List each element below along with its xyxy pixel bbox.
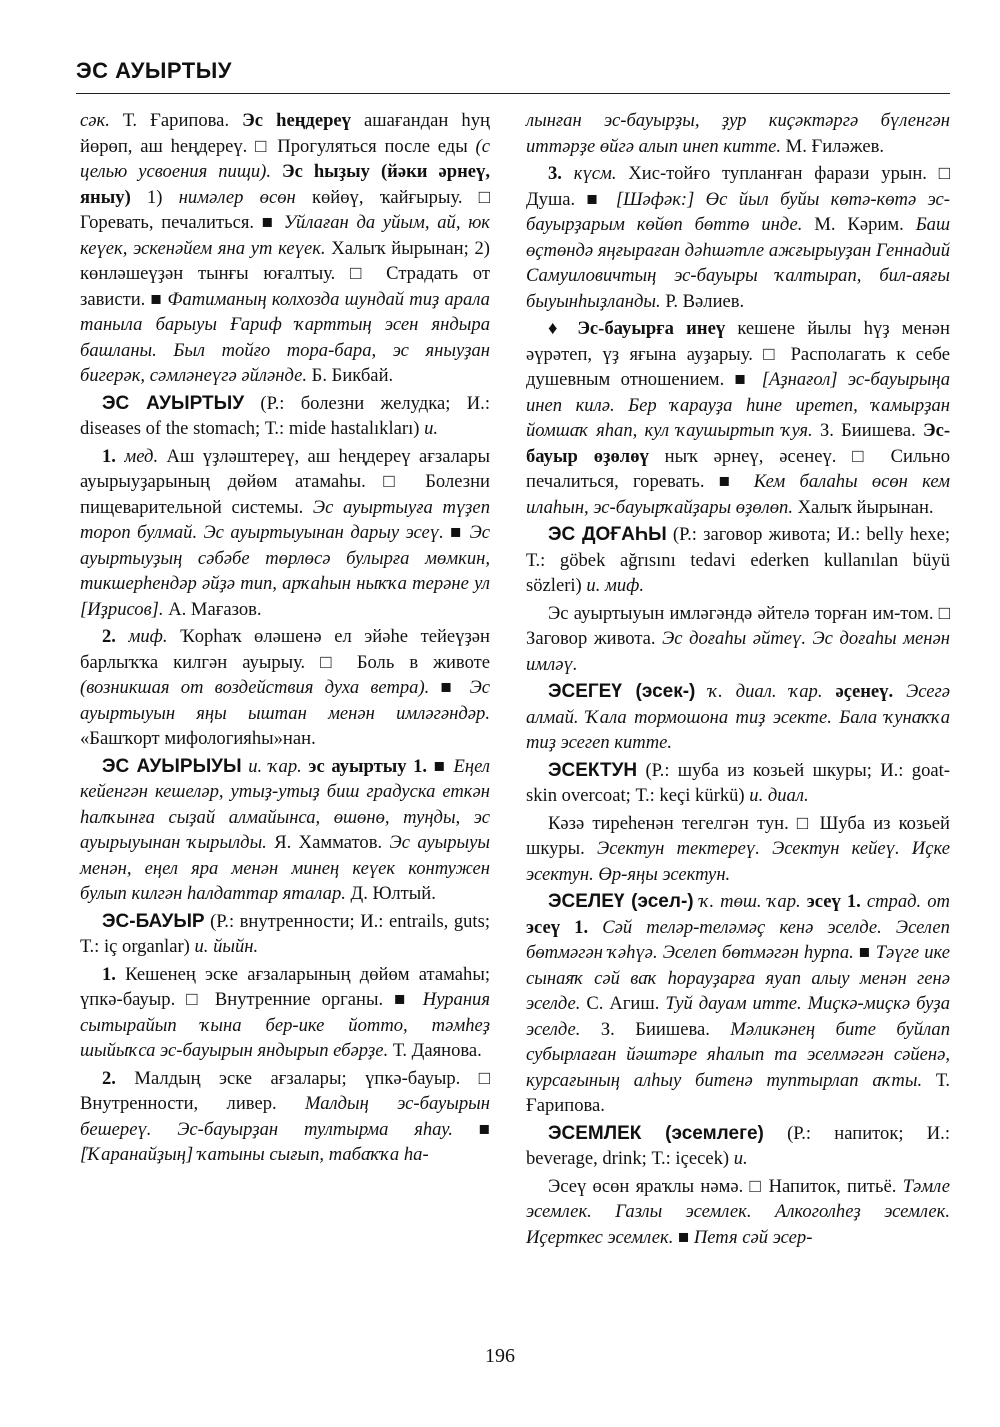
left-column — [80, 108, 490, 1170]
entry-headword-paragraph: ЭС ДОҒАҺЫ (Р.: заговор живота; И.: belly hexe; Т.: göbek ağrısını tedavi ederken kullanılan büyü sözleri) и. миф. — [526, 524, 950, 596]
entry-headword-paragraph: ЭСЕЛЕҮ (эсел-) ҡ. төш. ҡар. эсеү 1. страд. от эсеү 1. Сәй теләр-теләмәҫ кенә эселде. Эселеп бөтмәгән ҡәһүә. Эселеп бөтмәгән һурпа. ■ Тәүге ике сынаяҡ сәй ваҡ һорауҙарға яуап алыу менән генә эселде. С. Агиш. Туй дауам итте. Миҫкә-миҫкә буҙа эселде. З. Биишева. Мәликәнең бите буйлап субырлаған йәштәре яһалып та эселмәгән сәйенә, курсағының алһыу битенә туптырлап аҡты. Т. Ғарипова. — [526, 891, 950, 1116]
entry-headword-paragraph: ЭСЕГЕҮ (эсек-) ҡ. диал. ҡар. әҫенеү. Эсегә алмай. Ҡала тормошона тиҙ эсекте. Бала ҡунаҡҡа тиҙ эсегеп китте. — [526, 681, 951, 753]
entry-headword-paragraph: ЭСЕМЛЕК (эсемлеге) (Р.: напиток; И.: beverage, drink; Т.: içecek) и. — [526, 1122, 950, 1169]
entry-paragraph: сәк. Т. Ғарипова. Эс һеңдереү ашағандан һуң йөрөп, аш һеңдереү. □ Прогуляться после еды (с целью усвоения пищи). Эс һыҙыу (йәки әрнеү, яныу) 1) нимәлер өсөн көйөү, ҡайғырыу. □ Горевать, печалиться. ■ Уйлаған да уйым, ай, юк кеүек, эскенәйем яна ут кеүек. Халыҡ йырынан; 2) көнләшеүҙән тынғы юғалтыу. □ Страдать от зависти. ■ Фатиманың колхозда шундай тиҙ арала таныла барыуы Ғариф ҡарттың эсен яндыра башланы. Был тойғо тора-бара, эс яныуҙан бигерәк, сәмләнеүгә әйләнде. Б. Бикбай. — [80, 110, 491, 386]
entry-sense-paragraph: 2. Малдың эске ағзалары; үпкә-бауыр. □ Внутренности, ливер. Малдың эс-бауырын бешереү. Эс-бауырҙан тултырма яһау. ■ [Ҡаранайҙың] ҡатыны сығып, табаҡҡа һа- — [80, 1067, 491, 1165]
header-rule — [76, 93, 950, 94]
entry-headword-paragraph: ЭС АУЫРЫУЫ и. ҡар. эс ауыртыу 1. ■ Еңел кейенгән кешеләр, утыҙ-утыҙ биш градуска еткән һалҡынға сыҙай алмайынса, өшөнө, туңды, эс ауырыуынан ҡырылды. Я. Хамматов. Эс ауырыуы менән, еңел яра менән минең кеүек контужен булып килгән һалдаттар яталар. Д. Юлтый. — [80, 755, 490, 904]
entry-headword-paragraph: ЭСЕКТУН (Р.: шуба из козьей шкуры; И.: goat-skin overcoat; Т.: keçi kürkü) и. диал. — [526, 759, 950, 806]
running-head: ЭС АУЫРТЫУ — [76, 58, 232, 83]
entry-sense-paragraph: Кәзә тиреһенән тегелгән тун. □ Шуба из козьей шкуры. Эсектун тектереү. Эсектун кейеү. Иҫке эсектун. Өр-яңы эсектун. — [526, 812, 950, 885]
entry-sense-paragraph: Эс ауыртыуын имләгәндә әйтелә торған им-том. □ Заговор живота. Эс доғаһы әйтеү. Эс доғаһы менән имләү. — [526, 602, 950, 675]
entry-sense-paragraph: 2. миф. Ҡорһаҡ өләшенә ел эйәһе тейеүҙән барлыҡҡа килгән ауырыу. □ Боль в животе (возникшая от воздействия духа ветра). ■ Эс ауыртыуын яңы ыштан менән имләгәндәр. «Башҡорт мифологияһы»нан. — [80, 626, 490, 749]
entry-headword-paragraph: ЭС АУЫРТЫУ (Р.: болезни желудка; И.: diseases of the stomach; Т.: mide hastalıkları) и. — [80, 392, 491, 439]
entry-paragraph: лынған эс-бауырҙы, ҙур киҫәктәргә бүленгән иттәрҙе өйгә алып инеп китте. М. Ғиләжев. — [526, 110, 950, 157]
right-column — [526, 108, 950, 1252]
entry-sense-paragraph: Эсеү өсөн яраҡлы нәмә. □ Напиток, питьё. Тәмле эсемлек. Газлы эсемлек. Алкоголһеҙ эсемлек. Иҫерткес эсемлек. ■ Петя сәй эсер- — [526, 1175, 950, 1248]
entry-headword-paragraph: ЭС-БАУЫР (Р.: внутренности; И.: entrails, guts; Т.: iç organlar) и. йыйн. — [80, 910, 490, 957]
entry-idiom-paragraph: ♦ Эс-бауырға инеү кешене йылы һүҙ менән әүрәтеп, үҙ яғына ауҙарыу. □ Располагать к себе душевным отношением. ■ [Аҙнағол] эс-бауырыңа инеп килә. Бер ҡарауҙа һине иретеп, ҡамырҙан йомшаҡ яһап, кул ҡаушыртып ҡуя. З. Биишева. Эс-бауыр өҙөлөү ныҡ әрнеү, әсенеү. □ Сильно печалиться, горевать. ■ Кем балаһы өсөн кем илаһын, эс-бауырҡайҙары өҙөлөп. Халыҡ йырынан. — [526, 318, 951, 518]
entry-sense-paragraph: 1. мед. Аш үҙләштереү, аш һеңдереү ағзалары ауырыуҙарының дөйөм атамаһы. □ Болезни пищеварительной системы. Эс ауыртыуға түҙеп тороп булмай. Эс ауыртыуынан дарыу эсеү. ■ Эс ауыртыуҙың сәбәбе төрлөсә булырға мөмкин, тикшерһендәр әйҙә тип, арҡаһын ныҡҡа терәне ул [Иҙрисов]. А. Мағазов. — [80, 445, 490, 620]
entry-sense-paragraph: 3. күсм. Хис-тойғо тупланған фарази урын. □ Душа. ■ [Шәфәк:] Өс йыл буйы көтә-көтә эс-бауырҙарым көйөп бөттө инде. М. Кәрим. Баш өҫтөндә яңғыраған дәһшәтле ажғырыуҙан Геннадий Самуиловичтың эс-бауыры ҡалтырап, бил-аяғы быуынһыҙланды. Р. Вәлиев. — [526, 163, 950, 312]
entry-sense-paragraph: 1. Кешенең эске ағзаларының дөйөм атамаһы; үпкә-бауыр. □ Внутренние органы. ■ Нурания сытырайып ҡына бер-ике йотто, тәмһеҙ шыйыҡса эс-бауырын яндырып ебәрҙе. Т. Даянова. — [80, 963, 490, 1061]
page-number: 196 — [485, 1345, 515, 1367]
